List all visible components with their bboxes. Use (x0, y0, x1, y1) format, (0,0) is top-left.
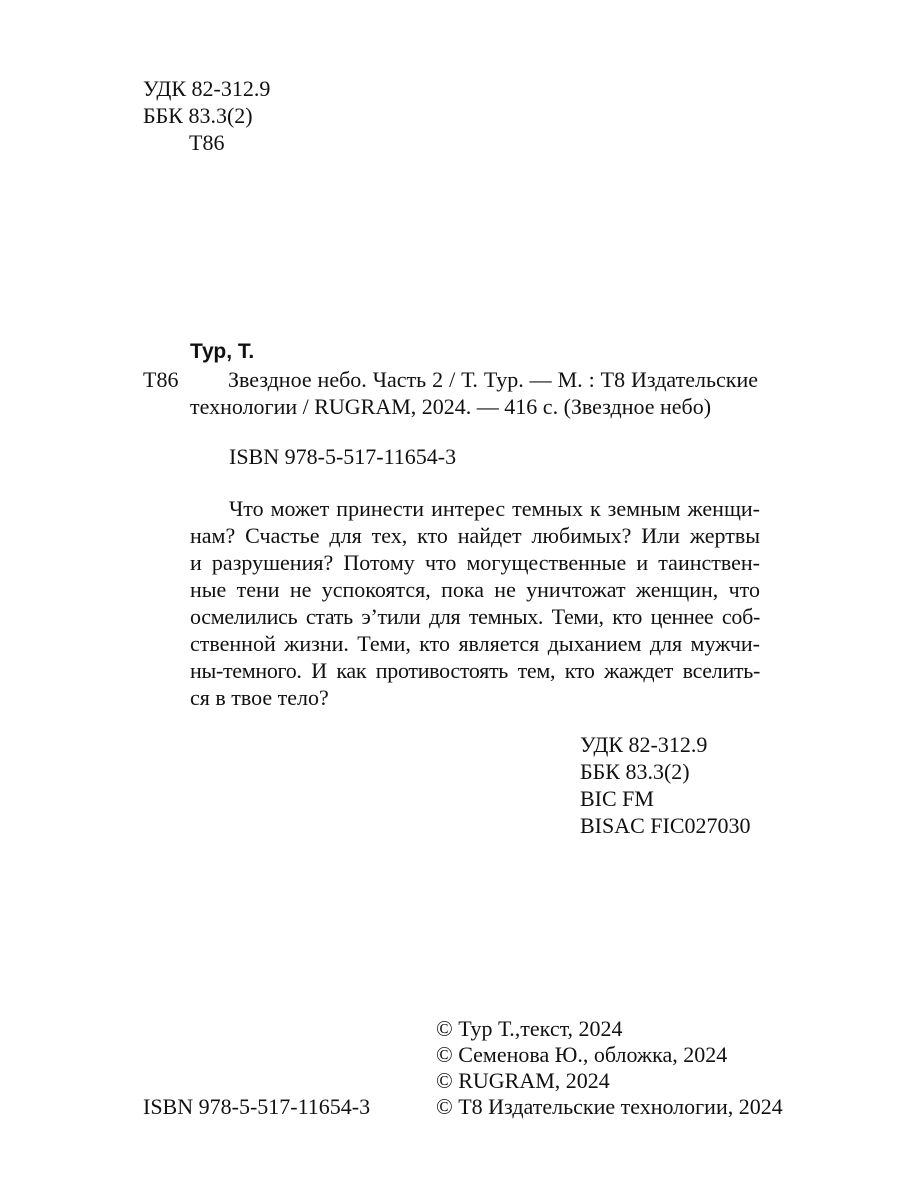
annotation-line: ся в твое тело? (190, 685, 329, 710)
annotation-line: Что может принести интерес темных к земным женщи- (229, 496, 760, 521)
annotation-line: ственной жизни. Теми, кто является дыханием для мужчи- (190, 631, 760, 656)
annotation (190, 496, 760, 712)
annotation-line: ны-темного. И как противостоять тем, кто жаждет вселить- (190, 658, 760, 683)
annotation-line: нам? Счастье для тех, кто найдет любимых? Или жертвы (190, 523, 760, 548)
copyright-line: © RUGRAM, 2024 (436, 1068, 610, 1093)
bib-line-1: Звездное небо. Часть 2 / Т. Тур. — М. : Т8 Издательские (228, 367, 758, 392)
copyright-block (436, 1016, 783, 1120)
bbk-code: ББК 83.3(2) (143, 103, 253, 128)
copyright-line: © Семенова Ю., обложка, 2024 (436, 1042, 728, 1067)
annotation-line: осмелились стать э’тили для темных. Теми, кто ценнее соб- (190, 604, 760, 629)
annotation-line: ные тени не успокоятся, пока не уничтожат женщин, что (190, 577, 760, 602)
classification-block (143, 76, 270, 157)
bic-code: BIC FM (580, 786, 654, 811)
cutter-code: Т86 (189, 130, 225, 155)
copyright-line: © Тур Т.,текст, 2024 (436, 1016, 623, 1041)
subject-codes (580, 732, 751, 840)
bib-line-2: технологии / RUGRAM, 2024. — 416 с. (Звездное небо) (190, 394, 712, 419)
copyright-line: © Т8 Издательские технологии, 2024 (436, 1094, 783, 1119)
annotation-line: и разрушения? Потому что могущественные и таинствен- (190, 550, 760, 575)
footer-isbn: ISBN 978-5-517-11654-3 (143, 1094, 371, 1119)
record-isbn: ISBN 978-5-517-11654-3 (229, 444, 457, 469)
author-heading: Тур, Т. (190, 340, 255, 363)
record-cutter: Т86 (143, 367, 179, 392)
udk-code: УДК 82-312.9 (580, 732, 708, 757)
udk-code: УДК 82-312.9 (143, 76, 271, 101)
bbk-code: ББК 83.3(2) (580, 759, 690, 784)
bibliographic-record (143, 367, 758, 421)
bisac-code: BISAC FIC027030 (580, 813, 751, 838)
